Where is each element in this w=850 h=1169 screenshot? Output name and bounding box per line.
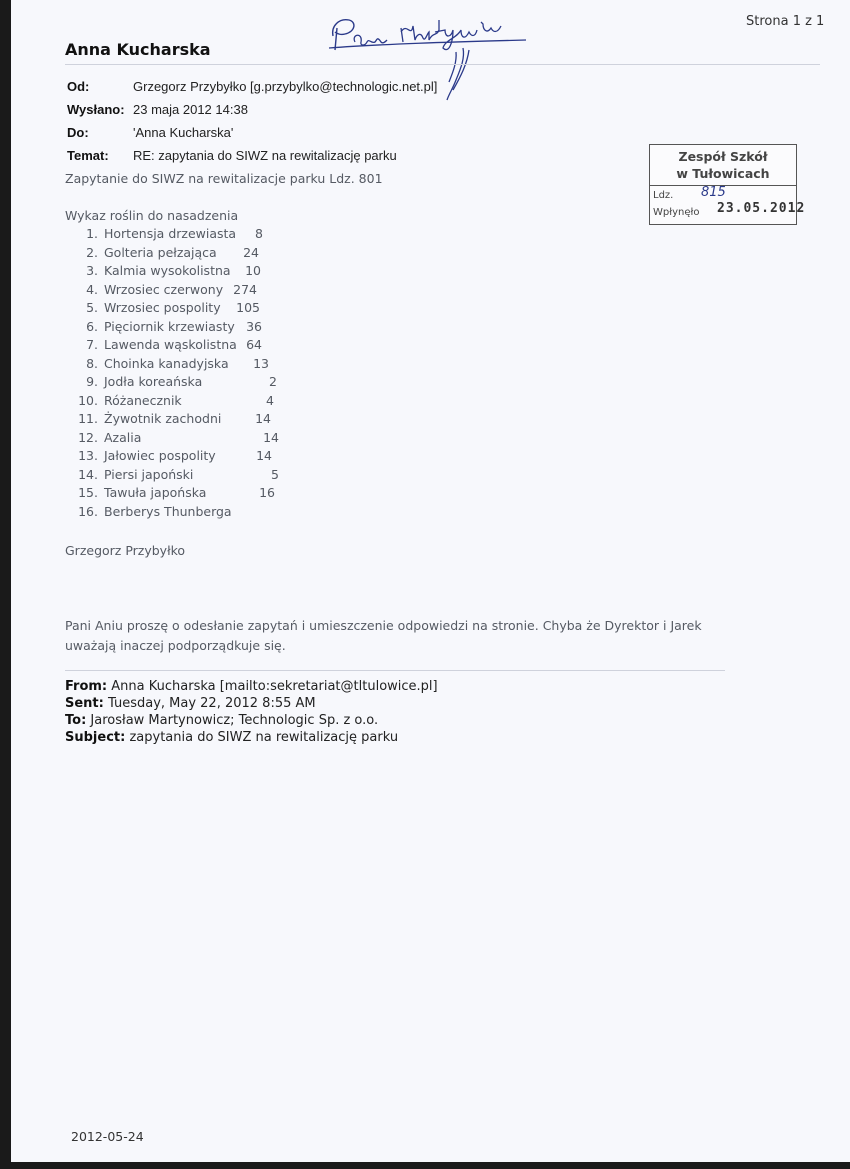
- header-rule: [65, 64, 820, 65]
- plant-name: Pięciornik krzewiasty: [104, 318, 235, 334]
- fw-to-value: Jarosław Martynowicz; Technologic Sp. z o.o.: [90, 713, 379, 728]
- plant-number: 4.: [86, 281, 98, 297]
- mailbox-owner: Anna Kucharska: [65, 40, 211, 59]
- stamp-ldz-label: Ldz.: [653, 190, 674, 201]
- plant-name: Żywotnik zachodni: [104, 411, 222, 426]
- plant-name: Wrzosiec pospolity: [104, 300, 221, 315]
- registry-stamp: [649, 144, 806, 225]
- plant-name: Różanecznik: [104, 392, 182, 408]
- subject-value: RE: zapytania do SIWZ na rewitalizację parku: [133, 148, 397, 163]
- plant-quantity: 274: [233, 281, 257, 297]
- plant-number: 8.: [86, 355, 98, 371]
- plant-number: 14.: [78, 466, 98, 482]
- fw-sent-value: Tuesday, May 22, 2012 8:55 AM: [108, 696, 316, 711]
- to-value: 'Anna Kucharska': [133, 125, 234, 140]
- plant-quantity: 5: [271, 466, 279, 482]
- fw-to-line: [65, 713, 378, 728]
- sent-label: Wysłano:: [67, 102, 125, 117]
- plant-number: 1.: [86, 226, 98, 241]
- plant-quantity: 13: [253, 355, 269, 371]
- fw-sent-label: Sent:: [65, 696, 104, 711]
- plant-number: 7.: [86, 337, 98, 352]
- plant-name: Lawenda wąskolistna: [104, 337, 237, 352]
- plant-name: Piersi japoński: [104, 466, 194, 482]
- subject-label: Temat:: [67, 148, 109, 163]
- fw-from-line: [65, 679, 438, 694]
- plant-quantity: 105: [236, 300, 260, 315]
- stamp-received-label: Wpłynęło: [653, 207, 700, 218]
- plant-name: Kalmia wysokolistna: [104, 263, 231, 278]
- from-label: Od:: [67, 79, 90, 94]
- message-line-1: Pani Aniu proszę o odesłanie zapytań i umieszczenie odpowiedzi na stronie. Chyba że Dyrektor i Jarek: [65, 618, 702, 633]
- plant-number: 12.: [78, 429, 98, 445]
- plant-quantity: 16: [259, 485, 275, 500]
- email-printout-page: [11, 0, 850, 1162]
- plant-name: Azalia: [104, 429, 142, 445]
- fw-subject-label: Subject:: [65, 730, 126, 745]
- plant-number: 11.: [78, 411, 98, 426]
- forward-rule: [65, 670, 725, 671]
- plant-name: Choinka kanadyjska: [104, 355, 229, 371]
- stamp-school-name: Zespół Szkół: [678, 149, 768, 164]
- to-label: Do:: [67, 125, 89, 140]
- stamp-received-date: 23.05.2012: [717, 201, 806, 216]
- fw-from-label: From:: [65, 679, 108, 694]
- plant-name: Berberys Thunberga: [104, 503, 232, 519]
- plant-name: Hortensja drzewiasta: [104, 226, 237, 241]
- plant-name: Golteria pełzająca: [104, 244, 217, 260]
- fw-to-label: To:: [65, 713, 87, 728]
- plant-quantity: 10: [245, 263, 261, 278]
- plant-quantity: 36: [246, 318, 262, 334]
- message-line-2: uważają inaczej podporządkuje się.: [65, 638, 286, 653]
- stamp-ldz-number: 815: [701, 185, 726, 200]
- plant-list-title: Wykaz roślin do nasadzenia: [65, 208, 239, 223]
- plant-name: Tawuła japońska: [104, 485, 207, 500]
- fw-subject-value: zapytania do SIWZ na rewitalizację parku: [129, 730, 399, 745]
- plant-name: Wrzosiec czerwony: [104, 281, 224, 297]
- plant-number: 3.: [86, 263, 98, 278]
- stamp-school-location: w Tułowicach: [676, 166, 770, 181]
- from-value: Grzegorz Przybyłko [g.przybylko@technologic.net.pl]: [133, 79, 438, 94]
- intro-line: Zapytanie do SIWZ na rewitalizacje parku Ldz. 801: [65, 171, 383, 186]
- plant-number: 9.: [86, 374, 98, 389]
- plant-quantity: 4: [266, 392, 274, 408]
- sent-value: 23 maja 2012 14:38: [133, 102, 248, 117]
- fw-from-value: Anna Kucharska [mailto:sekretariat@tltulowice.pl]: [111, 679, 438, 694]
- signature-name: Grzegorz Przybyłko: [65, 543, 186, 558]
- plant-number: 5.: [86, 300, 98, 315]
- fw-sent-line: [65, 696, 316, 711]
- plant-number: 10.: [78, 392, 98, 408]
- page-number: Strona 1 z 1: [746, 14, 825, 29]
- plant-quantity: 14: [263, 429, 279, 445]
- plant-number: 13.: [78, 448, 98, 463]
- plant-quantity: 14: [255, 411, 271, 426]
- plant-number: 15.: [78, 485, 98, 500]
- plant-quantity: 2: [269, 374, 277, 389]
- plant-name: Jałowiec pospolity: [104, 448, 216, 463]
- plant-quantity: 24: [243, 244, 259, 260]
- plant-number: 16.: [78, 503, 98, 519]
- plant-quantity: 14: [256, 448, 272, 463]
- fw-subject-line: [65, 730, 398, 745]
- plant-number: 2.: [86, 244, 98, 260]
- plant-quantity: 8: [255, 226, 263, 241]
- plant-quantity: 64: [246, 337, 262, 352]
- plant-number: 6.: [86, 318, 98, 334]
- footer-date: 2012-05-24: [71, 1129, 144, 1144]
- plant-name: Jodła koreańska: [104, 374, 203, 389]
